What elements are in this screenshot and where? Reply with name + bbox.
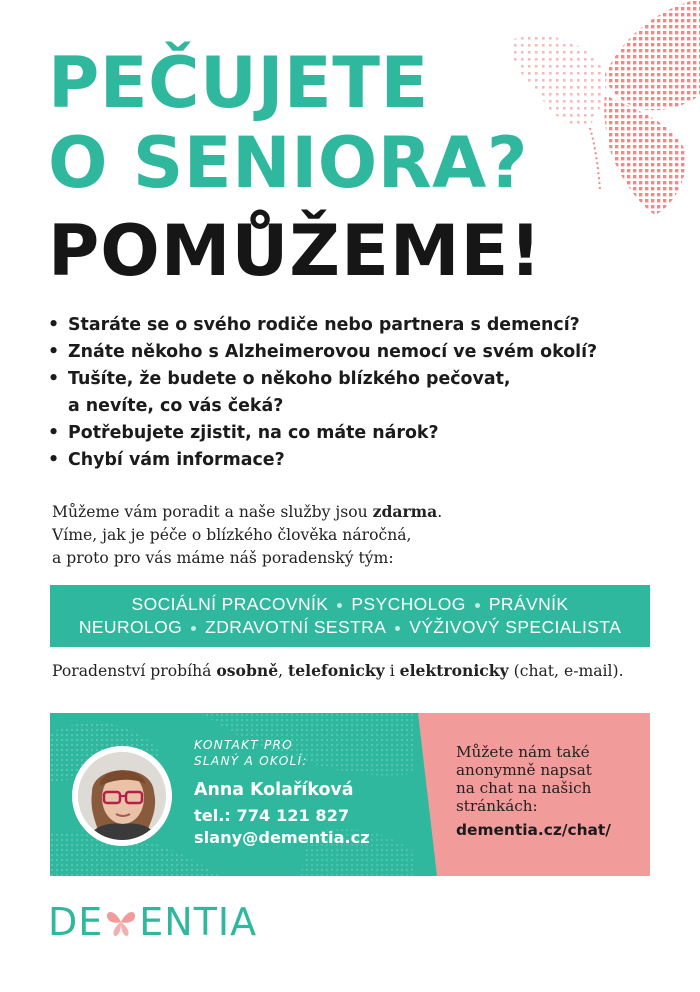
intro-paragraph: Můžeme vám poradit a naše služby jsou zdarma. Víme, jak je péče o blízkého člověka náročná, a proto pro vás máme náš poradenský tým: — [52, 502, 443, 567]
headline-line-1: PEČUJETE — [48, 42, 429, 124]
contact-phone[interactable]: tel.: 774 121 827 — [194, 806, 350, 825]
contact-name: Anna Kolaříková — [194, 780, 354, 800]
contact-card — [50, 713, 416, 876]
contact-email[interactable]: slany@dementia.cz — [194, 828, 370, 847]
chat-box — [416, 713, 650, 876]
consultation-modes: Poradenství probíhá osobně, telefonicky i elektronicky (chat, e-mail). — [52, 661, 624, 680]
separator-dot — [475, 603, 480, 608]
team-banner — [50, 585, 650, 647]
team-item: NEUROLOG — [78, 617, 183, 637]
team-item: ZDRAVOTNÍ SESTRA — [205, 617, 387, 637]
list-item: • Znáte někoho s Alzheimerovou nemocí ve svém okolí? — [48, 339, 668, 366]
list-item: • Tušíte, že budete o někoho blízkého pečovat, a nevíte, co vás čeká? — [48, 366, 668, 420]
list-item: • Chybí vám informace? — [48, 447, 668, 474]
chat-link[interactable]: dementia.cz/chat/ — [456, 821, 611, 839]
separator-dot — [395, 626, 400, 631]
list-item: • Potřebujete zjistit, na co máte nárok? — [48, 420, 668, 447]
team-item: SOCIÁLNÍ PRACOVNÍK — [131, 594, 329, 614]
separator-dot — [337, 603, 342, 608]
contact-info — [194, 737, 370, 849]
list-item: • Staráte se o svého rodiče nebo partnera s demencí? — [48, 312, 668, 339]
team-item: VÝŽIVOVÝ SPECIALISTA — [409, 617, 622, 637]
question-list — [48, 312, 668, 474]
butterfly-logo-icon — [105, 906, 137, 938]
chat-text: Můžete nám také anonymně napsat na chat na našich stránkách: — [456, 743, 592, 815]
headline-line-3: POMŮŽEME! — [48, 210, 543, 292]
divider-wedge — [415, 713, 437, 876]
dementia-logo: DE ENTIA — [48, 900, 258, 944]
avatar — [72, 746, 172, 846]
team-item: PRÁVNÍK — [488, 594, 569, 614]
contact-kicker: KONTAKT PRO SLANÝ A OKOLÍ: — [194, 738, 308, 768]
avatar-photo — [78, 752, 166, 840]
team-item: PSYCHOLOG — [351, 594, 466, 614]
separator-dot — [191, 626, 196, 631]
headline-line-2: O SENIORA? — [48, 122, 528, 204]
